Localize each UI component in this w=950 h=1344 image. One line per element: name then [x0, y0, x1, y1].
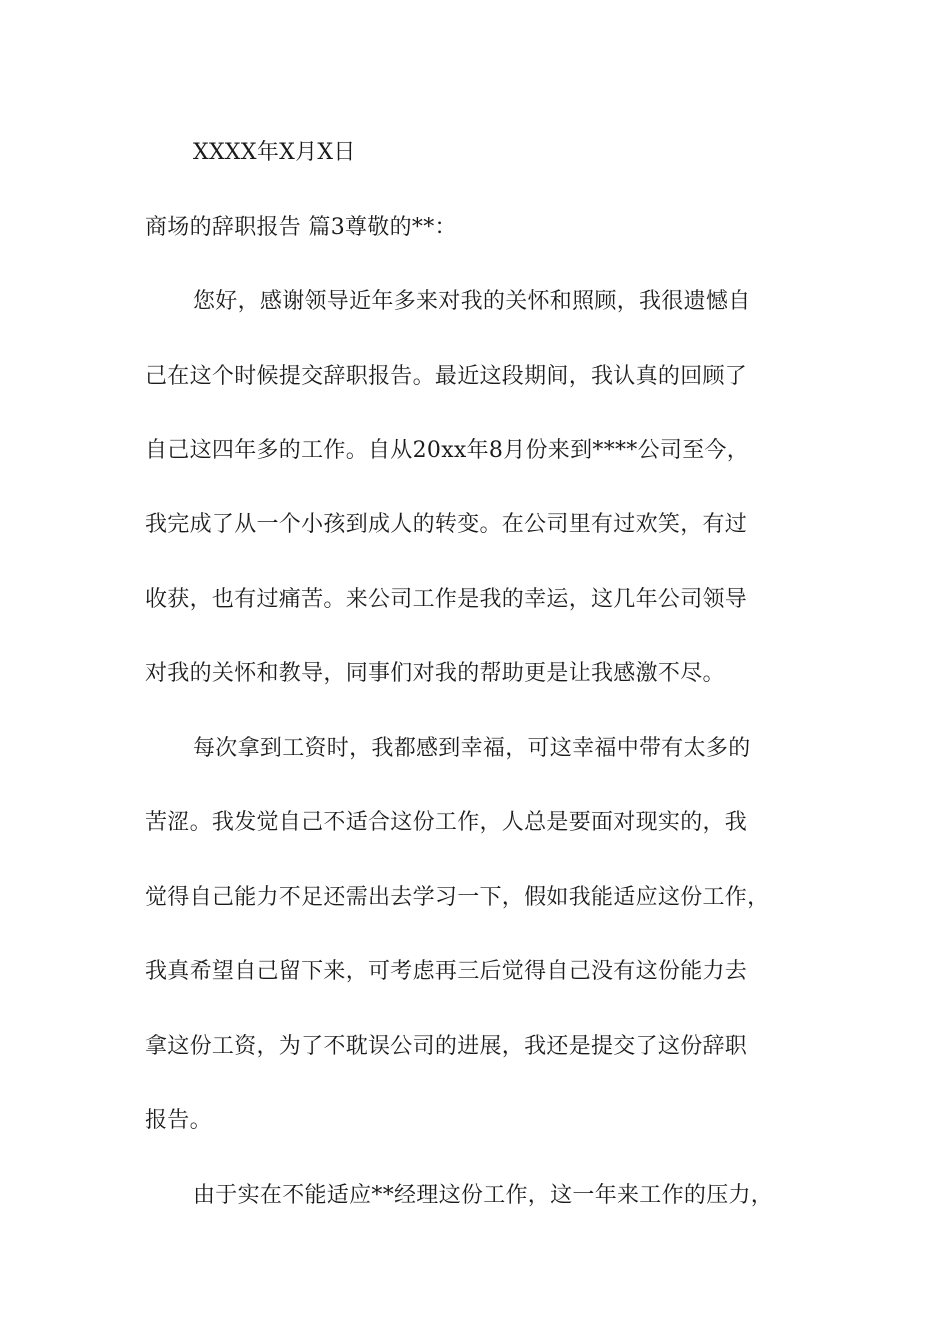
text-line: 拿这份工资，为了不耽误公司的进展，我还是提交了这份辞职 — [145, 1034, 748, 1059]
text-line: 自己这四年多的工作。自从20xx年8月份来到****公司至今， — [145, 438, 750, 463]
text-line: 己在这个时候提交辞职报告。最近这段期间，我认真的回顾了 — [145, 364, 748, 389]
date-line: XXXX年X月X日 — [193, 140, 356, 165]
text-line: 每次拿到工资时，我都感到幸福，可这幸福中带有太多的 — [193, 736, 751, 761]
text-line: 您好，感谢领导近年多来对我的关怀和照顾，我很遗憾自 — [193, 289, 751, 314]
text-line: 苦涩。我发觉自己不适合这份工作，人总是要面对现实的，我 — [145, 810, 748, 835]
text-line: 报告。 — [145, 1108, 212, 1133]
text-line: 对我的关怀和教导，同事们对我的帮助更是让我感激不尽。 — [145, 661, 725, 686]
heading-line: 商场的辞职报告 篇3尊敬的**： — [145, 215, 457, 240]
text-line: 我完成了从一个小孩到成人的转变。在公司里有过欢笑，有过 — [145, 512, 748, 537]
text-line: 我真希望自己留下来，可考虑再三后觉得自己没有这份能力去 — [145, 959, 748, 984]
text-line: 觉得自己能力不足还需出去学习一下，假如我能适应这份工作， — [145, 885, 770, 910]
text-line: 由于实在不能适应**经理这份工作，这一年来工作的压力， — [193, 1183, 774, 1208]
text-line: 收获，也有过痛苦。来公司工作是我的幸运，这几年公司领导 — [145, 587, 748, 612]
